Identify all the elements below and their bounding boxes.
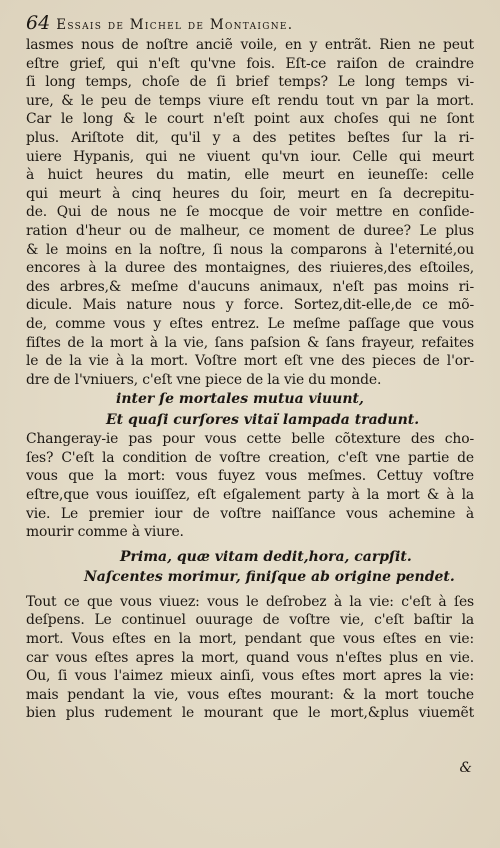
text-line: encores à la duree des montaignes, des riuieres,des eſtoiles, — [26, 260, 474, 277]
text-line: Car le long & le court n'eſt point aux choſes qui ne ſont — [26, 111, 474, 128]
text-line: mourir comme à viure. — [26, 524, 184, 541]
text-line: qui meurt à cinq heures du ſoir, meurt en ſa decrepitu- — [26, 185, 474, 202]
text-line: & le moins en la noſtre, ſi nous la comparons à l'eternité,ou — [26, 241, 474, 258]
text-line: car vous eſtes apres la mort, quand vous n'eſtes plus en vie. — [26, 649, 474, 666]
text-line: vous que la mort: vous fuyez vous meſmes. Cettuy voſtre — [26, 468, 474, 485]
text-line: eſtre,que vous iouiſſez, eſt eſgalement party à la mort & à la — [26, 487, 474, 504]
text-line: uiere Hypanis, qui ne viuent qu'vn iour. Celle qui meurt — [26, 148, 474, 165]
text-line: ſi long temps, choſe de ſi brief temps? Le long temps vi- — [26, 74, 474, 91]
text-line: ſes? C'eſt la condition de voſtre creation, c'eſt vne partie de — [26, 449, 474, 466]
text-line: lasmes nous de noſtre anciẽ voile, en y entrãt. Rien ne peut — [26, 37, 474, 53]
text-line: ure, & le peu de temps viure eſt rendu tout vn par la mort. — [26, 92, 474, 109]
page-number: 64 — [26, 12, 51, 34]
text-line: vie. Le premier iour de voſtre naiſſance vous achemine à — [26, 505, 474, 522]
text-line: ration d'heur ou de malheur, ce moment de duree? Le plus — [26, 222, 474, 239]
text-line: Changeray-ie pas pour vous cette belle cõtexture des cho- — [26, 431, 474, 448]
text-line: Ou, ſi vous l'aimez mieux ainſi, vous eſtes mort apres la vie: — [26, 668, 474, 685]
text-line: dicule. Mais nature nous y force. Sortez,dit-elle,de ce mõ- — [26, 297, 474, 314]
text-line: deſpens. Le continuel ouurage de voſtre vie, c'eſt baſtir la — [26, 612, 474, 629]
text-line: à huict heures du matin, elle meurt en ieuneſſe: celle — [26, 167, 474, 184]
latin-quote-line: Et quaſi curſores vitaï lampada tradunt. — [106, 411, 420, 428]
catchword: & — [459, 760, 472, 776]
text-line: mort. Vous eſtes en la mort, pendant que vous eſtes en vie: — [26, 631, 474, 648]
text-line: le de la vie à la mort. Voſtre mort eſt vne des pieces de l'or- — [26, 353, 474, 370]
latin-quote-line: Prima, quæ vitam dedit,hora, carpſit. — [120, 548, 412, 565]
latin-quote-line: Naſcentes morimur, finiſque ab origine pendet. — [84, 569, 455, 586]
text-block — [26, 36, 474, 723]
latin-quote-line: inter ſe mortales mutua viuunt, — [116, 391, 364, 408]
text-line: des arbres,& meſme d'aucuns animaux, n'eſt pas moins ri- — [26, 278, 474, 295]
text-line: fiſtes de la mort à la vie, ſans paſsion & ſans frayeur, refaites — [26, 334, 474, 351]
text-line: Tout ce que vous viuez: vous le deſrobez à la vie: c'eſt à ſes — [26, 593, 474, 610]
text-line: dre de l'vniuers, c'eſt vne piece de la vie du monde. — [26, 371, 382, 388]
text-line: de, comme vous y eſtes entrez. Le meſme paſſage que vous — [26, 315, 474, 332]
text-line: bien plus rudement le mourant que le mort,&plus viuemẽt — [26, 705, 474, 722]
text-line: de. Qui de nous ne ſe mocque de voir mettre en conſide- — [26, 204, 474, 221]
running-title: Essais de Michel de Montaigne. — [56, 17, 294, 33]
running-header — [26, 12, 481, 34]
text-line: mais pendant la vie, vous eſtes mourant: & la mort touche — [26, 686, 474, 703]
text-line: eſtre grief, qui n'eſt qu'vne fois. Eſt-ce raiſon de craindre — [26, 55, 474, 72]
text-line: plus. Ariſtote dit, qu'il y a des petites beſtes ſur la ri- — [26, 129, 474, 146]
